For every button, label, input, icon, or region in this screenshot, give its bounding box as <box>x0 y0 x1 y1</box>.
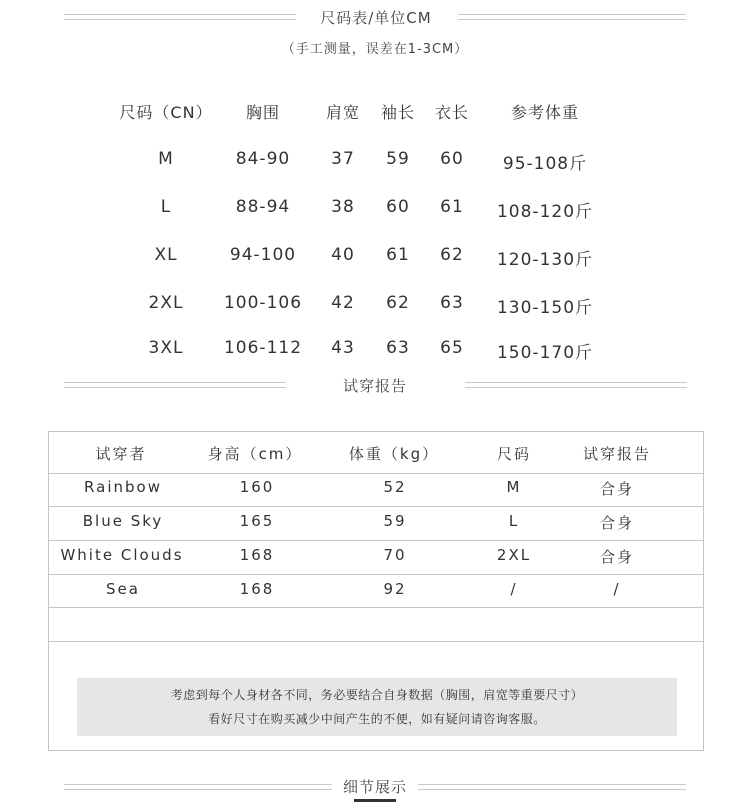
report-header-result: 试穿报告 <box>582 445 651 463</box>
size-row-m-weight: 95-108斤 <box>502 154 588 174</box>
report-row-2-tester: Blue Sky <box>82 512 164 530</box>
size-chart-note: （手工测量，误差在1-3CM） <box>281 42 469 57</box>
report-row-3-tester: White Clouds <box>60 546 184 564</box>
size-row-m-chest: 84-90 <box>235 149 291 169</box>
size-row-xl-length: 62 <box>440 245 464 265</box>
report-row-3-weight: 70 <box>383 546 407 564</box>
report-row-3-height: 168 <box>239 546 275 564</box>
size-row-2xl-chest: 100-106 <box>223 293 303 313</box>
report-header-divider <box>49 473 703 474</box>
report-row-1-tester: Rainbow <box>84 478 162 496</box>
size-row-l-length: 61 <box>440 197 464 217</box>
size-row-3xl-length: 65 <box>440 338 464 358</box>
size-row-m-sleeve: 59 <box>386 149 410 169</box>
report-rule-right <box>465 382 687 388</box>
report-header-tester: 试穿者 <box>95 445 147 463</box>
report-row-divider-3 <box>49 574 703 575</box>
size-header-weight: 参考体重 <box>510 103 579 122</box>
report-row-4-tester: Sea <box>106 580 140 598</box>
size-row-2xl-shoulder: 42 <box>331 293 355 313</box>
size-row-2xl-length: 63 <box>440 293 464 313</box>
sizing-notice-line-1: 考虑到每个人身材各不同，务必要结合自身数据（胸围，肩宽等重要尺寸） <box>170 688 584 702</box>
report-row-4-height: 168 <box>239 580 275 598</box>
report-rule-left <box>64 382 286 388</box>
size-row-3xl-shoulder: 43 <box>331 338 355 358</box>
report-row-divider-4 <box>49 607 703 608</box>
details-rule-left <box>64 784 332 790</box>
fitting-report-table <box>48 431 704 751</box>
size-row-l-weight: 108-120斤 <box>496 202 594 222</box>
report-header-weight: 体重（kg） <box>348 445 440 463</box>
size-row-xl-chest: 94-100 <box>229 245 297 265</box>
size-row-m-length: 60 <box>440 149 464 169</box>
size-row-m-size: M <box>158 149 174 169</box>
size-row-l-sleeve: 60 <box>386 197 410 217</box>
size-row-m-shoulder: 37 <box>331 149 355 169</box>
size-row-2xl-weight: 130-150斤 <box>496 298 594 318</box>
size-header-chest: 胸围 <box>245 103 280 122</box>
size-header-length: 衣长 <box>434 103 469 122</box>
size-row-3xl-weight: 150-170斤 <box>496 343 594 363</box>
size-row-l-size: L <box>160 197 172 217</box>
report-row-divider-1 <box>49 506 703 507</box>
report-row-1-height: 160 <box>239 478 275 496</box>
sizing-notice-line-2: 看好尺寸在购买减少中间产生的不便，如有疑问请咨询客服。 <box>208 712 546 726</box>
report-row-1-weight: 52 <box>383 478 407 496</box>
report-row-1-result: 合身 <box>599 480 634 498</box>
size-row-xl-shoulder: 40 <box>331 245 355 265</box>
report-row-3-result: 合身 <box>599 548 634 566</box>
size-row-l-shoulder: 38 <box>331 197 355 217</box>
size-chart-rule-right <box>458 14 686 20</box>
size-row-xl-weight: 120-130斤 <box>496 250 594 270</box>
size-row-3xl-chest: 106-112 <box>223 338 303 358</box>
details-rule-right <box>418 784 686 790</box>
report-title: 试穿报告 <box>342 377 407 395</box>
report-row-4-result: / <box>613 580 621 598</box>
size-chart-rule-left <box>64 14 296 20</box>
report-row-2-size: L <box>508 512 520 530</box>
details-title-underline <box>354 799 396 802</box>
report-row-2-result: 合身 <box>599 514 634 532</box>
sizing-notice <box>77 678 677 736</box>
size-row-3xl-size: 3XL <box>148 338 184 358</box>
size-header-shoulder: 肩宽 <box>325 103 360 122</box>
report-header-size: 尺码 <box>496 445 531 463</box>
size-header-sleeve: 袖长 <box>380 103 415 122</box>
details-title: 细节展示 <box>342 778 407 796</box>
size-row-2xl-size: 2XL <box>148 293 184 313</box>
size-row-3xl-sleeve: 63 <box>386 338 410 358</box>
report-row-1-size: M <box>506 478 522 496</box>
report-row-2-weight: 59 <box>383 512 407 530</box>
size-row-xl-sleeve: 61 <box>386 245 410 265</box>
size-row-2xl-sleeve: 62 <box>386 293 410 313</box>
report-row-4-size: / <box>510 580 518 598</box>
size-row-xl-size: XL <box>154 245 178 265</box>
report-row-4-weight: 92 <box>383 580 407 598</box>
report-row-3-size: 2XL <box>496 546 532 564</box>
report-row-2-height: 165 <box>239 512 275 530</box>
report-header-height: 身高（cm） <box>207 445 303 463</box>
size-header-size: 尺码（CN） <box>119 103 213 122</box>
size-chart-title: 尺码表/单位CM <box>320 9 432 27</box>
report-row-divider-5 <box>49 641 703 642</box>
report-row-divider-2 <box>49 540 703 541</box>
size-row-l-chest: 88-94 <box>235 197 291 217</box>
